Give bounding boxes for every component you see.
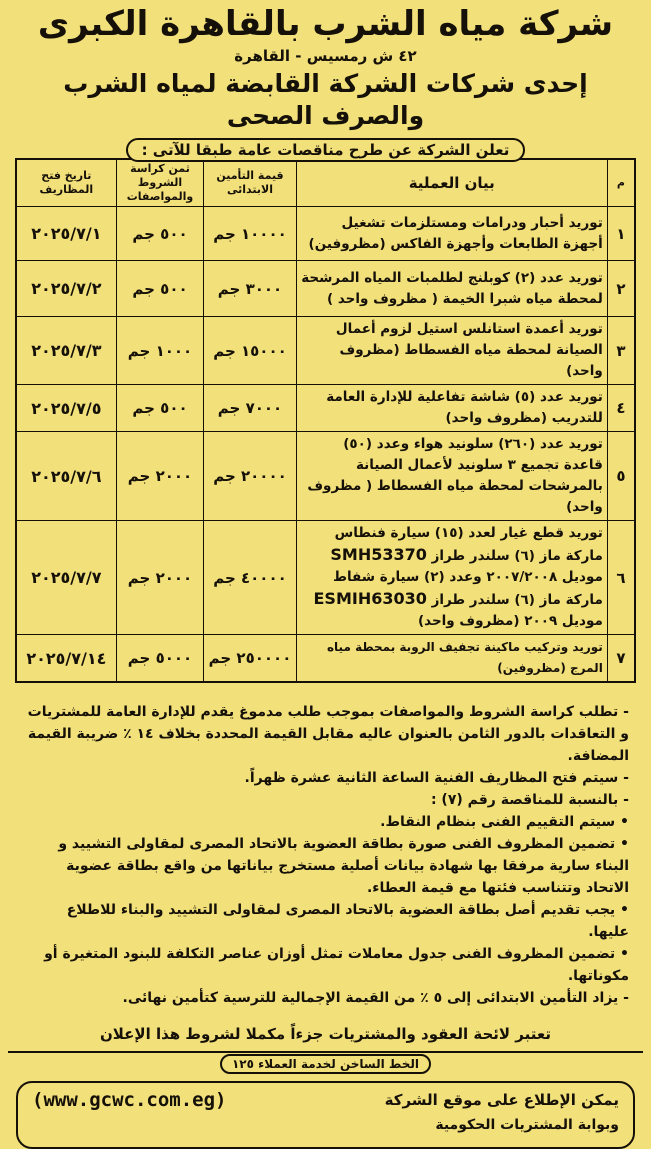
table-row xyxy=(16,261,635,317)
row-description: توريد عدد (٢) كوبلنج لطلمبات المياه المرشحة لمحطة مياه شبرا الخيمة ( مظروف واحد ) xyxy=(296,261,607,317)
website-link[interactable]: (www.gcwc.com.eg) xyxy=(32,1089,227,1111)
header-opening-date: تاريخ فتح المظاريف xyxy=(16,159,116,207)
row-opening-date: ٢٠٢٥/٧/٦ xyxy=(16,432,116,521)
bullet-item: • سيتم التقييم الفنى بنظام النقاط. xyxy=(22,811,629,833)
header-booklet-price: ثمن كراسة الشروط والمواصفات xyxy=(116,159,204,207)
row-description-part: موديل ٢٠٠٧/٢٠٠٨ وعدد (٢) سيارة شفاط ماركة ماز (٦) سلندر طراز xyxy=(332,569,603,608)
footer-procurement-portal: وبوابة المشتريات الحكومية xyxy=(435,1117,619,1133)
hotline-label: الخط الساخن لخدمة العملاء ١٢٥ xyxy=(220,1054,431,1074)
row-opening-date: ٢٠٢٥/٧/٢ xyxy=(16,261,116,317)
row-description: توريد عدد (٥) شاشة تفاعلية للإدارة العامة للتدريب (مظروف واحد) xyxy=(296,385,607,432)
bullet-item: • يجب تقديم أصل بطاقة العضوية بالاتحاد المصرى لمقاولى التشييد والبناء للاطلاع عليها. xyxy=(22,899,629,943)
row-num: ٥ xyxy=(607,432,635,521)
table-row xyxy=(16,432,635,521)
table-row xyxy=(16,635,635,683)
row-insurance: ٤٠٠٠٠ جم xyxy=(204,521,296,635)
row-insurance: ٢٠٠٠٠ جم xyxy=(204,432,296,521)
row-opening-date: ٢٠٢٥/٧/١٤ xyxy=(16,635,116,683)
row-booklet-price: ٢٠٠٠ جم xyxy=(116,432,204,521)
row-num: ٧ xyxy=(607,635,635,683)
row-insurance: ١٥٠٠٠ جم xyxy=(204,317,296,385)
footer-website-text: يمكن الإطلاع على موقع الشركة xyxy=(384,1091,619,1109)
row-description: توريد وتركيب ماكينة تجفيف الروبة بمحطة مياه المرج (مظروفين) xyxy=(296,635,607,683)
table-row xyxy=(16,385,635,432)
row-num: ٢ xyxy=(607,261,635,317)
note-final-insurance: - يزاد التأمين الابتدائى إلى ٥ ٪ من القيمة الإجمالية للترسية كتأمين نهائى. xyxy=(22,987,629,1009)
row-insurance: ٧٠٠٠ جم xyxy=(204,385,296,432)
header-num: م xyxy=(607,159,635,207)
table-row xyxy=(16,317,635,385)
closing-statement: تعتبر لائحة العقود والمشتريات جزءاً مكملا لشروط هذا الإعلان xyxy=(99,1025,551,1043)
tender-advertisement xyxy=(8,4,643,1133)
row-opening-date: ٢٠٢٥/٧/٧ xyxy=(16,521,116,635)
row-insurance: ٣٠٠٠ جم xyxy=(204,261,296,317)
row-booklet-price: ٥٠٠ جم xyxy=(116,207,204,261)
vehicle-model-code: SMH53370 xyxy=(330,545,427,564)
row-insurance: ١٠٠٠٠ جم xyxy=(204,207,296,261)
row-opening-date: ٢٠٢٥/٧/١ xyxy=(16,207,116,261)
tenders-table xyxy=(15,158,636,683)
note-booklet: - تطلب كراسة الشروط والمواصفات بموجب طلب مدموغ يقدم للإدارة العامة للمشتريات و التعاقدات بالدور الثامن بالعنوان عاليه مقابل القيمة المحددة بخلاف ١٤ ٪ ضريبة القيمة المضافة. xyxy=(22,701,629,767)
row-description-part: توريد قطع غيار لعدد (١٥) سيارة فنطاس ماركة ماز (٦) سلندر طراز xyxy=(334,525,603,564)
row-num: ١ xyxy=(607,207,635,261)
row-booklet-price: ٥٠٠٠ جم xyxy=(116,635,204,683)
row-booklet-price: ٥٠٠ جم xyxy=(116,261,204,317)
note-tender-7: - بالنسبة للمناقصة رقم (٧) : xyxy=(22,789,629,811)
table-header-row xyxy=(16,159,635,207)
row-num: ٣ xyxy=(607,317,635,385)
vehicle-model-code: ESMIH63030 xyxy=(313,589,427,608)
footer-box xyxy=(16,1081,635,1149)
row-insurance: ٢٥٠٠٠٠ جم xyxy=(204,635,296,683)
row-description-part: موديل ٢٠٠٩ (مظروف واحد) xyxy=(417,613,603,629)
row-num: ٦ xyxy=(607,521,635,635)
announcement-text: تعلن الشركة عن طرح مناقصات عامة طبقا للآتى : xyxy=(126,138,526,162)
header-description: بيان العملية xyxy=(296,159,607,207)
company-name: شركة مياه الشرب بالقاهرة الكبرى xyxy=(37,4,614,44)
row-opening-date: ٢٠٢٥/٧/٣ xyxy=(16,317,116,385)
row-description: توريد عدد (٢٦٠) سلونيد هواء وعدد (٥٠) قاعدة تجميع ٣ سلونيد لأعمال الصيانة بالمرشحات لمحطة مياه الفسطاط ( مظروف واحد) xyxy=(296,432,607,521)
row-opening-date: ٢٠٢٥/٧/٥ xyxy=(16,385,116,432)
row-description: توريد أحبار ودرامات ومستلزمات تشغيل أجهزة الطابعات وأجهزة الفاكس (مظروفين) xyxy=(296,207,607,261)
bullet-item: • تضمين المظروف الفنى جدول معاملات تمثل أوزان عناصر التكلفة للبنود المتغيرة أو مكوناتها. xyxy=(22,943,629,987)
row-num: ٤ xyxy=(607,385,635,432)
table-row xyxy=(16,521,635,635)
note-opening-time: - سيتم فتح المظاريف الفنية الساعة الثانية عشرة ظهراً. xyxy=(22,767,629,789)
row-description: توريد أعمدة استانلس استيل لزوم أعمال الصيانة لمحطة مياه الفسطاط (مظروف واحد) xyxy=(296,317,607,385)
table-row xyxy=(16,207,635,261)
parent-company: إحدى شركات الشركة القابضة لمياه الشرب والصرف الصحى xyxy=(63,69,588,130)
hotline-divider xyxy=(8,1051,643,1077)
header-insurance: قيمة التأمين الابتدائى xyxy=(204,159,296,207)
row-booklet-price: ٢٠٠٠ جم xyxy=(116,521,204,635)
row-description xyxy=(296,521,607,635)
company-address: ٤٢ ش رمسيس - القاهرة xyxy=(234,47,417,65)
bullet-item: • تضمين المظروف الفنى صورة بطاقة العضوية بالاتحاد المصرى لمقاولى التشييد و البناء سارية مرفقا بها شهادة بيانات أصلية مستخرج بياناتها من واقع بطاقة عضوية الاتحاد وتتناسب فئتها مع قيمة العطاء. xyxy=(22,833,629,899)
terms-notes xyxy=(22,701,629,1009)
row-booklet-price: ١٠٠٠ جم xyxy=(116,317,204,385)
row-booklet-price: ٥٠٠ جم xyxy=(116,385,204,432)
